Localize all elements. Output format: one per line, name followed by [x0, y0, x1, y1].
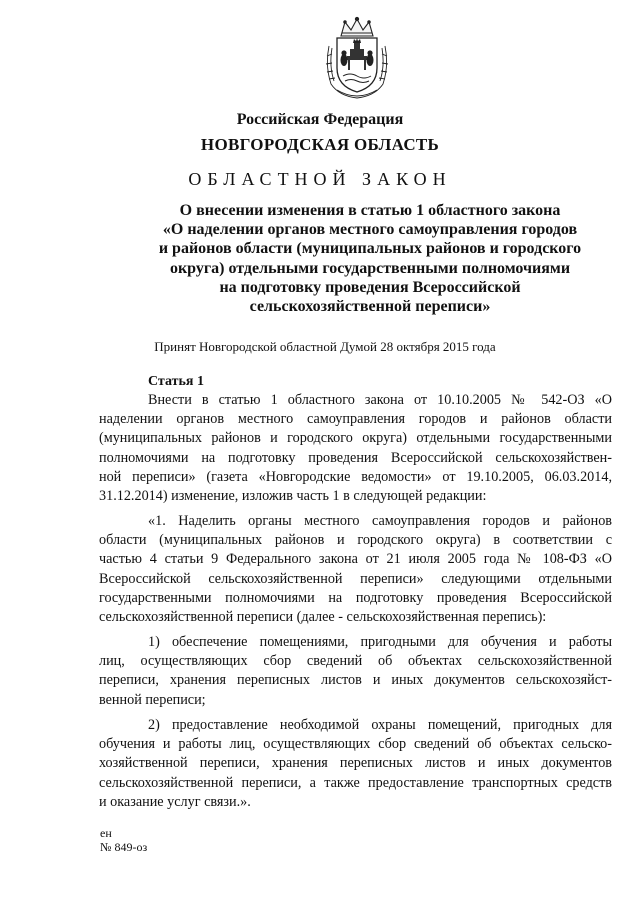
text-line: лиц, осуществляющих сбор сведений об объектах сельскохозяйственной	[99, 653, 612, 670]
article-paragraph	[99, 716, 612, 812]
text-line: 2) предоставление необходимой охраны помещений, пригодных для	[148, 717, 612, 733]
text-line: сельскохозяйственной переписи (далее - сельскохозяйственная перепись):	[99, 608, 547, 625]
region-heading: НОВГОРОДСКАЯ ОБЛАСТЬ	[200, 135, 440, 154]
text-line: государственными полномочиями на подготовку проведения Всероссийской	[99, 589, 612, 606]
text-line: обучения и работы лиц, осуществляющих сбор сведений об объектах сельско-	[99, 736, 612, 753]
article-heading: Статья 1	[148, 374, 204, 389]
coat-of-arms-icon	[323, 16, 391, 100]
text-line: наделении органов местного самоуправления городов и районов области	[99, 411, 612, 428]
text-line: Внести в статью 1 областного закона от 10.10.2005 № 542-ОЗ «О	[148, 392, 612, 408]
article-paragraph	[99, 633, 612, 710]
title-line: «О наделении органов местного самоуправления городов	[162, 221, 578, 239]
author-initials: ен	[100, 826, 112, 840]
text-line: полномочиями на подготовку проведения Всероссийской сельскохозяйствен-	[99, 449, 612, 466]
article-paragraph	[99, 391, 612, 506]
law-title	[100, 201, 640, 316]
text-line: ной переписи» (газета «Новгородские ведомости» от 19.10.2005, 06.03.2014,	[99, 468, 612, 485]
law-number: № 849-оз	[100, 840, 148, 854]
title-line: и районов области (муниципальных районов и городского	[158, 240, 582, 258]
title-line: округа) отдельными государственными полномочиями	[169, 259, 571, 277]
text-line: области (муниципальных районов и городского округа) в соответствии с	[99, 532, 612, 549]
text-line: хозяйственной переписи, хранения переписных листов и иных документов	[99, 755, 612, 772]
document-footer	[100, 826, 147, 854]
document-type-heading: ОБЛАСТНОЙ ЗАКОН	[188, 169, 452, 189]
text-line: переписи, хранения переписных листов и иных документов сельскохозяйст-	[99, 672, 612, 689]
text-line: и оказание услуг связи.».	[99, 793, 251, 810]
title-line: сельскохозяйственной переписи»	[249, 298, 491, 316]
text-line: венной переписи;	[99, 691, 206, 708]
title-line: О внесении изменения в статью 1 областного закона	[179, 202, 561, 219]
text-line: 1) обеспечение помещениями, пригодными для обучения и работы	[148, 634, 612, 650]
text-line: сельскохозяйственной переписи, а также предоставление транспортных средств	[99, 774, 612, 791]
federation-heading: Российская Федерация	[236, 111, 404, 128]
title-line: на подготовку проведения Всероссийской	[219, 278, 521, 296]
article-paragraph	[99, 512, 612, 627]
text-line: 31.12.2014) изменение, изложив часть 1 в следующей редакции:	[99, 487, 487, 504]
text-line: частью 4 статьи 9 Федерального закона от 21 июля 2005 года № 108-ФЗ «О	[99, 551, 612, 568]
text-line: Всероссийской сельскохозяйственной переписи» следующими отдельными	[99, 570, 612, 587]
text-line: «1. Наделить органы местного самоуправления городов и районов	[148, 513, 612, 529]
adoption-note: Принят Новгородской областной Думой 28 октября 2015 года	[154, 339, 496, 354]
text-line: (муниципальных районов и городского округа) отдельными государственными	[99, 430, 612, 447]
